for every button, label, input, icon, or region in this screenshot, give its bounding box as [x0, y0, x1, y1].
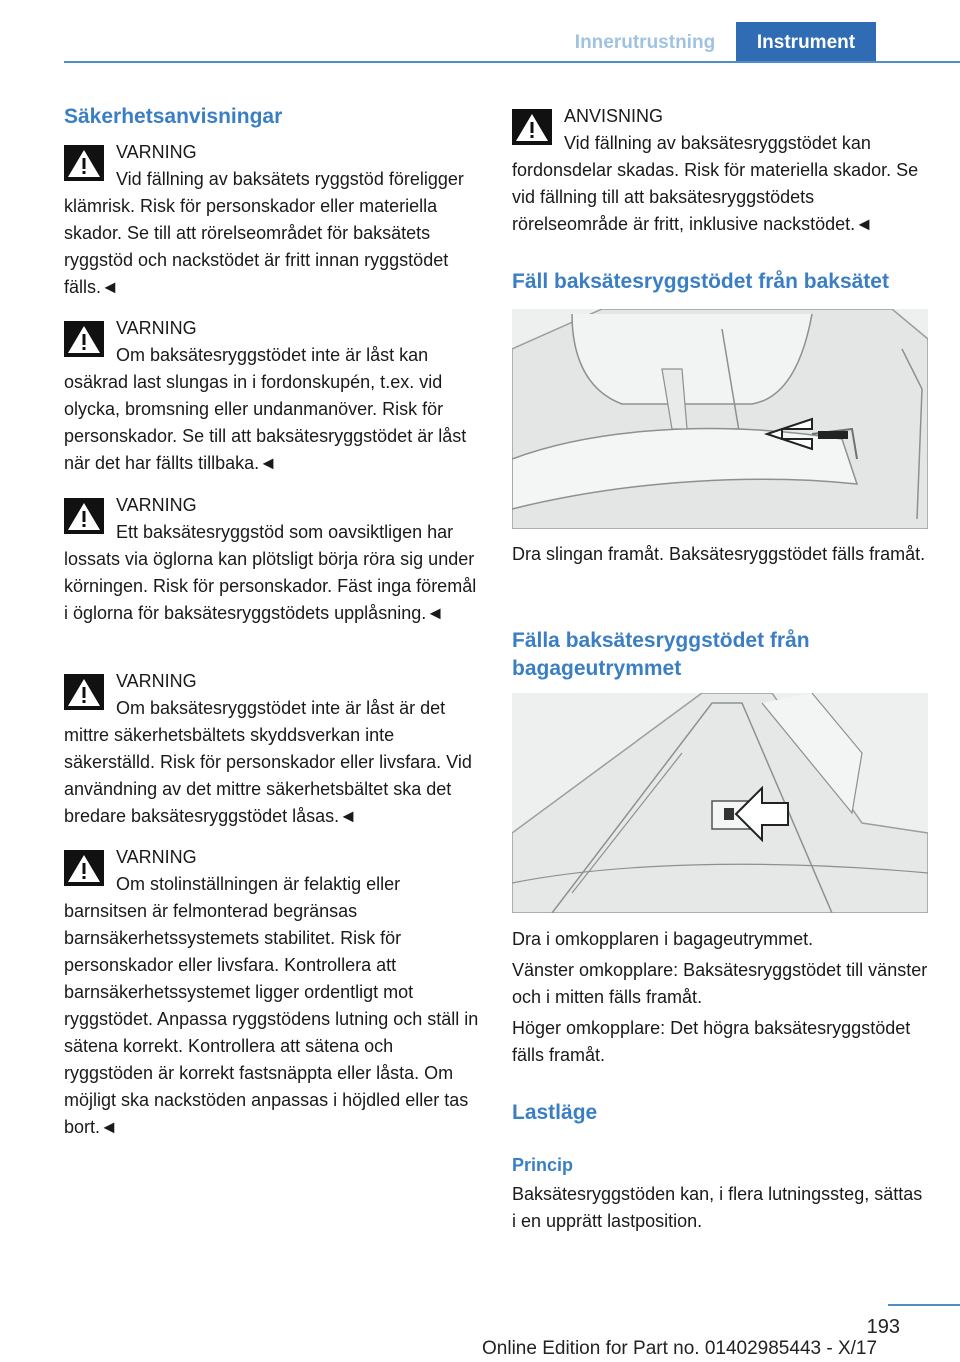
header-divider — [64, 61, 960, 63]
caption-lastlage: Baksätesryggstöden kan, i flera lutningssteg, sättas i en upprätt lastposition. — [512, 1184, 923, 1231]
heading-lastlage: Lastläge — [512, 1101, 598, 1124]
heading-fran-bagageutrymmet: Fälla baksätesryggstödet från bagageutrymmet — [512, 629, 810, 680]
warning-block-3 — [64, 492, 482, 627]
notice-title: ANVISNING — [564, 106, 664, 126]
warning-icon — [64, 321, 104, 357]
page-number: 193 — [866, 1316, 900, 1338]
caption-rear-seat: Dra slingan framåt. Baksätesryggstödet fälls framåt. — [512, 544, 926, 564]
warning-title: VARNING — [116, 142, 197, 162]
warning-block-1 — [64, 139, 482, 301]
warning-text: Ett baksätesryggstöd som oavsiktligen har lossats via öglorna kan plötsligt börja röra sig under körningen. Risk för personskador. Fäst inga föremål i öglorna för baksätesryggstödets upplåsning.◄ — [64, 522, 477, 623]
warning-block-4 — [64, 668, 482, 830]
figure-rear-seat — [512, 309, 928, 529]
warning-text: Om stolinställningen är felaktig eller barnsitsen är felmonterad begränsas barnsäkerhetssystemets stabilitet. Risk för personskador eller livsfara. Kontrollera att barnsäkerhetssystemet ligger ordentligt mot ryggstödet. Anpassa ryggstödens lutning och ställ in sätena korrekt. Kontrollera att sätena och ryggstöden är korrekt fastsnäppta eller låsta. Om möjligt ska nackstöden anpassas i höjdled eller tas bort.◄ — [64, 874, 479, 1137]
warning-text: Vid fällning av baksätets ryggstöd föreligger klämrisk. Risk för personskador eller materiella skador. Se till att rörelseområdet för baksätets ryggstöd och nackstödet är fritt innan ryggstödet fälls.◄ — [64, 169, 464, 297]
tab-innerutrustning[interactable]: Innerutrustning — [574, 32, 716, 53]
warning-title: VARNING — [116, 671, 197, 691]
warning-title: VARNING — [116, 847, 197, 867]
section-heading-sakerhet: Säkerhetsanvisningar — [64, 105, 283, 128]
warning-text: Om baksätesryggstödet inte är låst är det mittre säkerhetsbältets skyddsverkan inte säkerställd. Risk för personskador eller livsfara. Vid användning av det mittre säkerhetsbältet ska det bredare baksätesryggstödet låsas.◄ — [64, 698, 472, 826]
subheading-princip: Princip — [512, 1155, 574, 1175]
warning-text: Om baksätesryggstödet inte är låst kan osäkrad last slungas in i fordonskupén, t.ex. vid olycka, bromsning eller undanmanöver. Risk för personskador. Se till att baksätesryggstödet är låst när det har fällts tillbaka.◄ — [64, 345, 467, 473]
warning-icon — [512, 109, 552, 145]
warning-block-2 — [64, 315, 482, 477]
figure-luggage — [512, 693, 928, 913]
caption-luggage-2: Vänster omkopplare: Baksätesryggstödet till vänster och i mitten fälls framåt. — [512, 960, 928, 1007]
edition-text: Online Edition for Part no. 01402985443 - X/17 — [482, 1338, 878, 1359]
warning-title: VARNING — [116, 318, 197, 338]
heading-fall-fran-baksatet: Fäll baksätesryggstödet från baksätet — [512, 270, 889, 293]
warning-icon — [64, 850, 104, 886]
page-header — [0, 0, 960, 64]
notice-text: Vid fällning av baksätesryggstödet kan fordonsdelar skadas. Risk för materiella skador. Se vid fällning till att baksätesryggstödets rörelseområde är fritt, inklusive nackstödet.◄ — [512, 133, 919, 234]
caption-luggage-1: Dra i omkopplaren i bagageutrymmet. — [512, 929, 814, 949]
tab-instrument[interactable]: Instrument — [736, 22, 876, 63]
warning-icon — [64, 498, 104, 534]
warning-block-5 — [64, 844, 482, 1141]
caption-luggage-3: Höger omkopplare: Det högra baksätesryggstödet fälls framåt. — [512, 1018, 911, 1065]
notice-block — [512, 103, 928, 238]
warning-icon — [64, 674, 104, 710]
footer-divider — [888, 1304, 960, 1306]
warning-title: VARNING — [116, 495, 197, 515]
